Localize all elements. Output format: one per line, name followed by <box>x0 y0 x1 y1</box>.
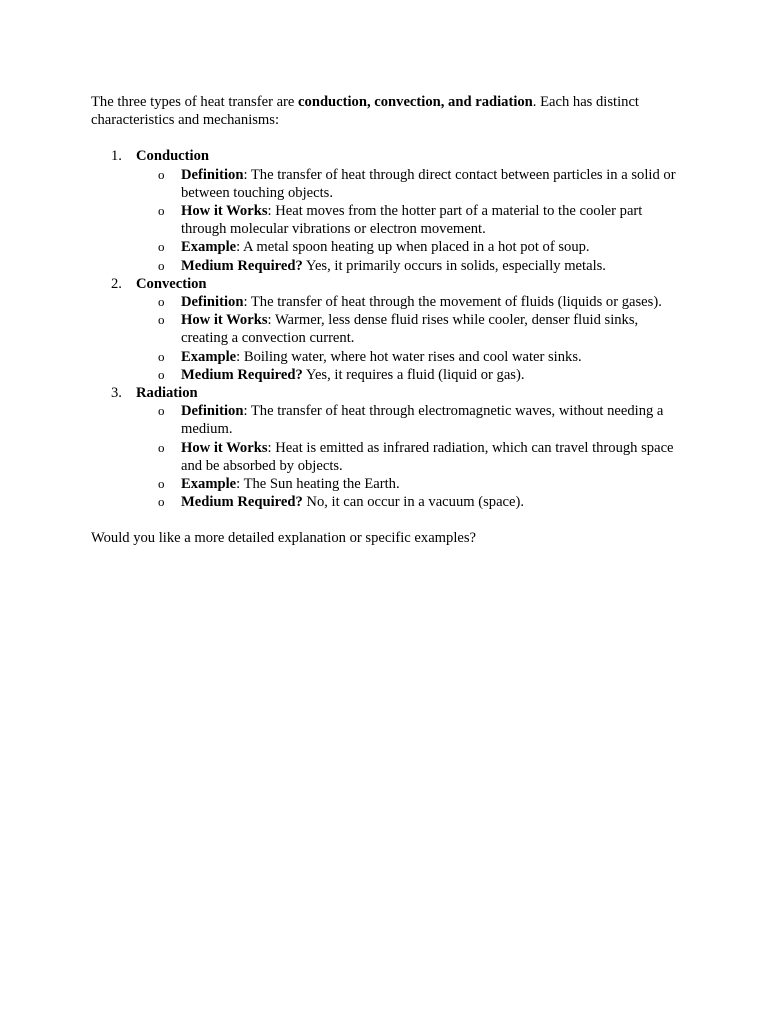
detail-separator: : <box>267 312 275 329</box>
detail-list <box>136 402 681 511</box>
detail-separator: : <box>243 294 251 311</box>
detail-text: Warmer, less dense fluid rises while cooler, denser fluid sinks, creating a convection current. <box>181 312 639 347</box>
type-item-conduction <box>91 147 681 274</box>
detail-item-definition <box>136 402 681 438</box>
detail-separator: : <box>236 476 244 493</box>
type-item-convection <box>91 275 681 384</box>
detail-text: Yes, it primarily occurs in solids, especially metals. <box>305 257 606 274</box>
detail-term: Definition <box>181 166 244 183</box>
detail-list <box>136 166 681 275</box>
type-item-radiation <box>91 384 681 511</box>
detail-term: Medium Required? <box>181 257 303 274</box>
bullet-icon: o <box>158 312 165 328</box>
detail-term: How it Works <box>181 203 268 220</box>
bullet-icon: o <box>158 476 165 492</box>
detail-item-how-it-works <box>136 202 681 238</box>
bullet-icon: o <box>158 348 165 364</box>
document-page <box>91 93 681 548</box>
closing-question: Would you like a more detailed explanation or specific examples? <box>91 530 477 547</box>
detail-text: Yes, it requires a fluid (liquid or gas). <box>305 366 525 383</box>
detail-term: How it Works <box>181 439 268 456</box>
detail-item-medium-required <box>136 257 681 275</box>
detail-item-example <box>136 238 681 256</box>
bullet-icon: o <box>158 203 165 219</box>
detail-item-medium-required <box>136 493 681 511</box>
detail-text: Boiling water, where hot water rises and cool water sinks. <box>243 348 582 365</box>
detail-term: Medium Required? <box>181 494 303 511</box>
detail-item-example <box>136 475 681 493</box>
detail-separator: : <box>267 203 276 220</box>
type-name: Convection <box>136 275 207 292</box>
detail-item-how-it-works <box>136 439 681 475</box>
bullet-icon: o <box>158 366 165 382</box>
detail-term: Definition <box>181 294 244 311</box>
detail-text: The transfer of heat through direct contact between particles in a solid or between touching objects. <box>181 166 676 201</box>
heat-transfer-list <box>91 147 681 511</box>
bullet-icon: o <box>158 257 165 273</box>
detail-term: Example <box>181 239 237 256</box>
detail-text: A metal spoon heating up when placed in a hot pot of soup. <box>243 239 590 256</box>
detail-term: Definition <box>181 403 244 420</box>
detail-separator: : <box>236 239 244 256</box>
detail-separator: : <box>243 166 251 183</box>
type-number: 2. <box>111 275 122 292</box>
detail-term: Example <box>181 476 237 493</box>
intro-prefix: The three types of heat transfer are <box>91 94 299 110</box>
detail-separator: : <box>236 348 244 365</box>
detail-text: The transfer of heat through electromagnetic waves, without needing a medium. <box>181 403 664 438</box>
type-name: Radiation <box>136 385 198 402</box>
detail-term: Medium Required? <box>181 366 303 383</box>
detail-text: The Sun heating the Earth. <box>243 476 400 493</box>
bullet-icon: o <box>158 439 165 455</box>
detail-term: Example <box>181 348 237 365</box>
intro-suffix: . Each has distinct characteristics and mechanisms: <box>91 94 639 129</box>
detail-text: Heat moves from the hotter part of a material to the cooler part through molecular vibrations or electron movement. <box>181 203 643 238</box>
bullet-icon: o <box>158 166 165 182</box>
type-number: 3. <box>111 385 122 402</box>
detail-item-definition <box>136 293 681 311</box>
detail-text: Heat is emitted as infrared radiation, which can travel through space and be absorbed by objects. <box>181 439 674 474</box>
type-name: Conduction <box>136 148 209 165</box>
bullet-icon: o <box>158 403 165 419</box>
detail-separator: : <box>243 403 251 420</box>
detail-list <box>136 293 681 384</box>
detail-text: No, it can occur in a vacuum (space). <box>306 494 525 511</box>
detail-item-how-it-works <box>136 311 681 347</box>
bullet-icon: o <box>158 494 165 510</box>
detail-separator: : <box>267 439 276 456</box>
type-number: 1. <box>111 148 122 165</box>
detail-text: The transfer of heat through the movement of fluids (liquids or gases). <box>250 294 662 311</box>
detail-item-definition <box>136 166 681 202</box>
bullet-icon: o <box>158 294 165 310</box>
detail-item-example <box>136 348 681 366</box>
detail-term: How it Works <box>181 312 268 329</box>
detail-item-medium-required <box>136 366 681 384</box>
bullet-icon: o <box>158 239 165 255</box>
intro-paragraph <box>91 93 681 129</box>
intro-emphasis: conduction, convection, and radiation <box>298 94 533 110</box>
